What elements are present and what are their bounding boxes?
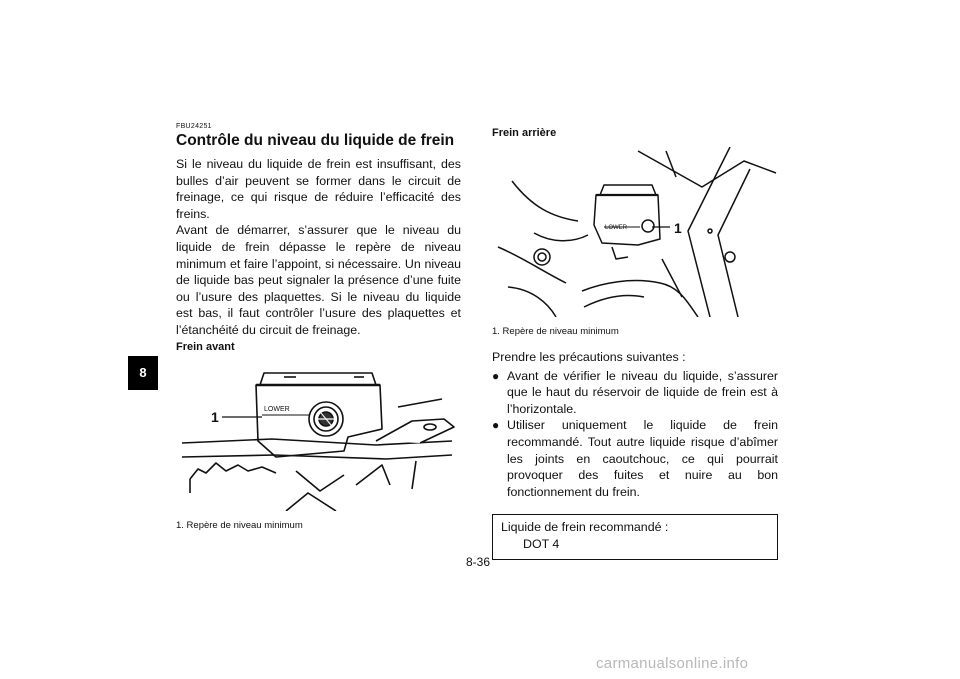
front-figure-caption: 1. Repère de niveau minimum bbox=[176, 519, 303, 531]
section-title: Contrôle du niveau du liquide de frein bbox=[176, 132, 455, 149]
paragraph-2: Avant de démarrer, s’assurer que le niveau du liquide de frein dépasse le repère de niveau minimum et faire l’appoint, si nécessaire. Un niveau de liquide bas peut signaler la présence d’une fuite ou l’usure des plaquettes. Si le niveau du liquide est bas, il faut contrôler l’usure des plaquettes et l’étanchéité du circuit de freinage. bbox=[176, 223, 461, 337]
front-reservoir-illustration bbox=[176, 361, 461, 511]
front-callout-number: 1 bbox=[211, 408, 219, 425]
rear-reservoir-illustration bbox=[492, 147, 778, 317]
watermark: carmanualsonline.info bbox=[596, 655, 749, 672]
spec-label: Liquide de frein recommandé : bbox=[501, 520, 669, 535]
chapter-tab: 8 bbox=[128, 356, 158, 390]
rear-figure-caption: 1. Repère de niveau minimum bbox=[492, 326, 619, 337]
front-lower-marking: LOWER bbox=[264, 405, 290, 413]
rear-callout-number: 1 bbox=[674, 220, 682, 236]
page-number: 8-36 bbox=[466, 555, 491, 569]
list-item bbox=[492, 417, 778, 500]
left-column bbox=[176, 123, 461, 531]
right-column bbox=[492, 125, 778, 560]
paragraph-1: Si le niveau du liquide de frein est insuffisant, des bulles d’air peuvent se former dans le circuit de freinage, ce qui risque de réduire l’efficacité des freins. bbox=[176, 157, 461, 221]
front-brake-figure bbox=[176, 361, 461, 531]
list-item bbox=[492, 368, 778, 418]
rear-brake-figure bbox=[492, 147, 778, 337]
bullet-icon: ● bbox=[492, 368, 500, 383]
section-code: FBU24251 bbox=[176, 123, 212, 130]
bullet-icon: ● bbox=[492, 418, 500, 433]
bullet-text: Avant de vérifier le niveau du liquide, s’assurer que le haut du réservoir de liquide de frein est à l’horizontale. bbox=[507, 368, 778, 416]
rear-lower-marking: LOWER bbox=[605, 225, 628, 231]
front-brake-heading: Frein avant bbox=[176, 340, 235, 353]
precautions-list bbox=[492, 368, 778, 501]
rear-brake-heading: Frein arrière bbox=[492, 127, 557, 139]
recommended-fluid-box bbox=[492, 514, 778, 559]
bullet-text: Utiliser uniquement le liquide de frein recommandé. Tout autre liquide risque d’abîmer les joints en caoutchouc, ce qui pourrait provoquer des fuites et nuire au bon fonctionnement du frein. bbox=[507, 418, 778, 499]
precautions-intro: Prendre les précautions suivantes : bbox=[492, 350, 686, 364]
spec-value: DOT 4 bbox=[523, 536, 560, 551]
